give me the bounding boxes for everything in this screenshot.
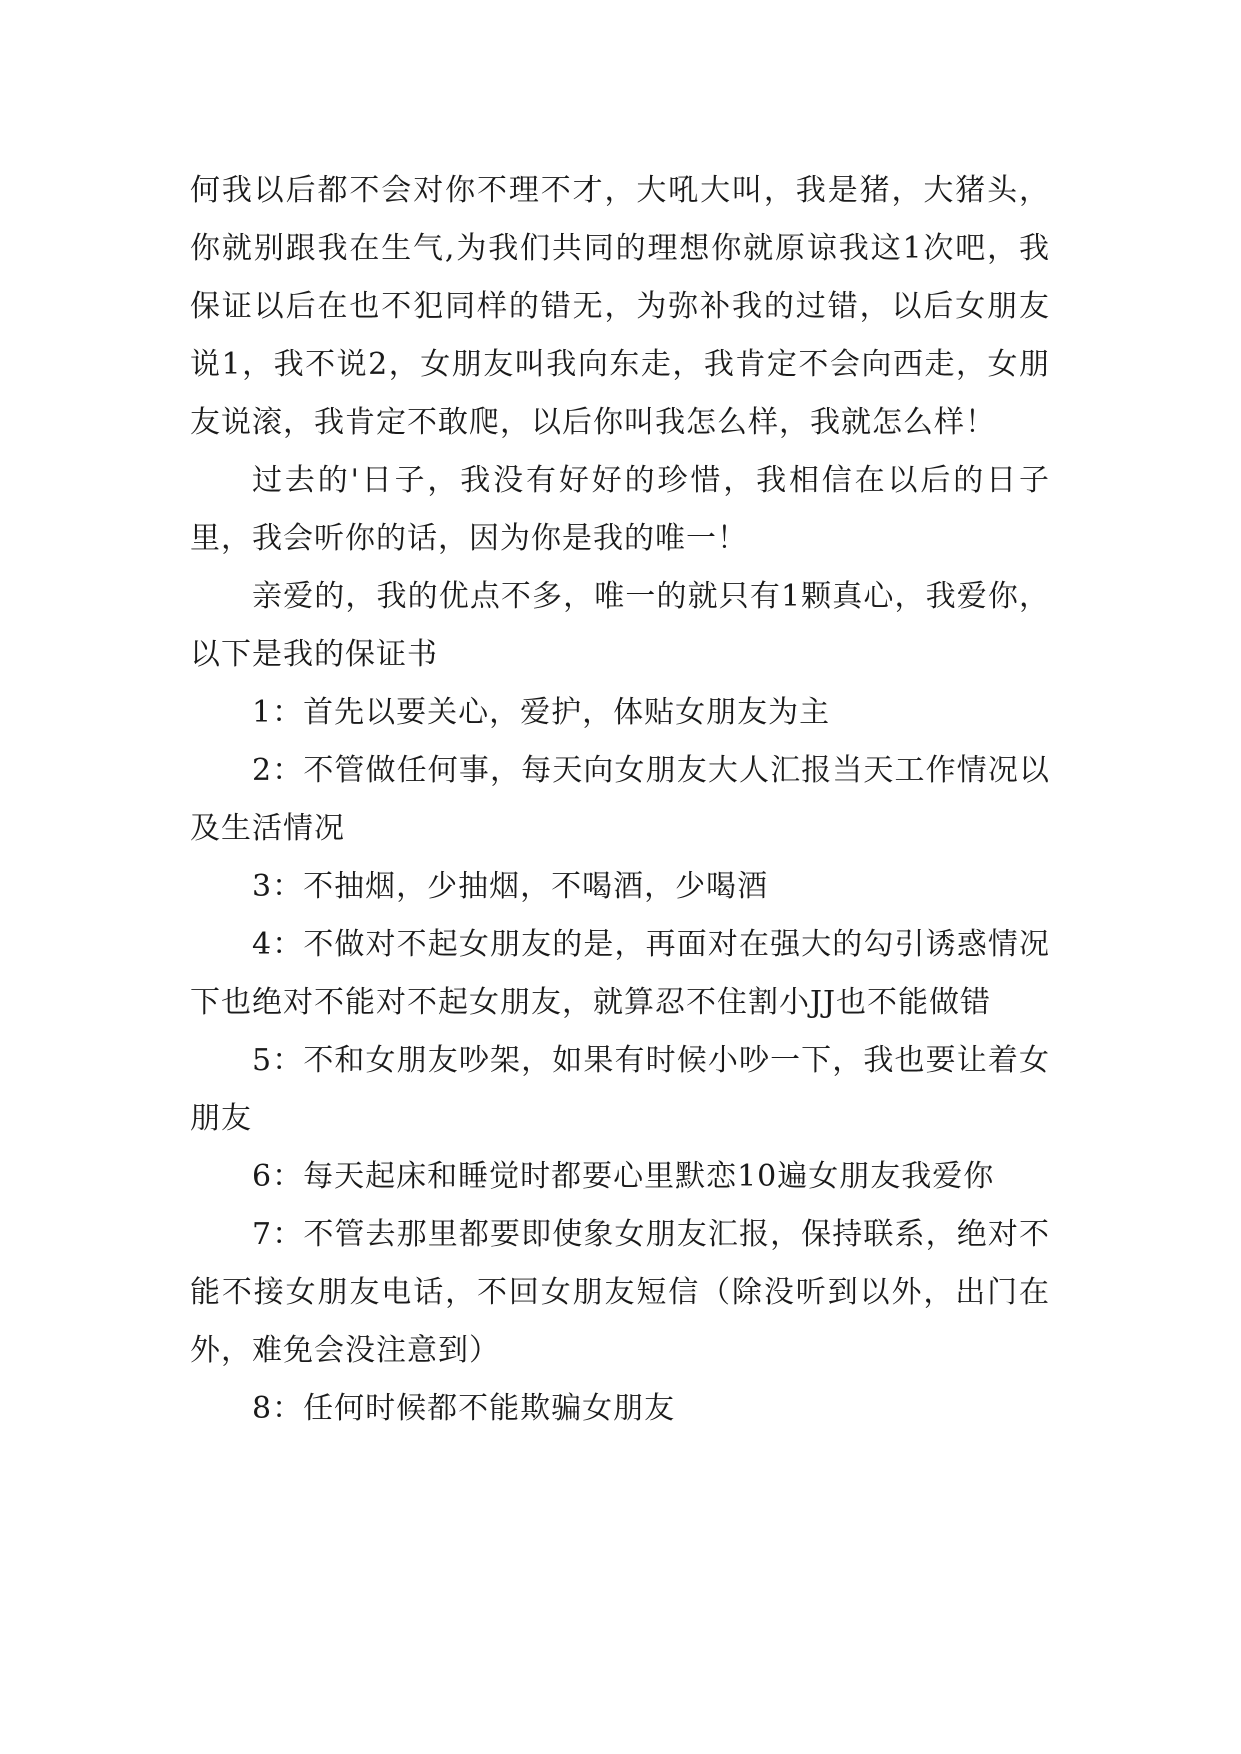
document-body — [190, 162, 1050, 1438]
pledge-item-2: 2：不管做任何事，每天向女朋友大人汇报当天工作情况以及生活情况 — [190, 753, 1050, 846]
paragraph: 过去的'日子，我没有好好的珍惜，我相信在以后的日子里，我会听你的话，因为你是我的唯一！ — [190, 463, 1050, 556]
pledge-item-6: 6：每天起床和睡觉时都要心里默恋10遍女朋友我爱你 — [252, 1159, 995, 1194]
pledge-item-4: 4：不做对不起女朋友的是，再面对在强大的勾引诱惑情况下也绝对不能对不起女朋友，就算忍不住割小JJ也不能做错 — [190, 927, 1050, 1020]
paragraph: 亲爱的，我的优点不多，唯一的就只有1颗真心，我爱你，以下是我的保证书 — [190, 579, 1050, 672]
pledge-item-8: 8：任何时候都不能欺骗女朋友 — [252, 1391, 676, 1426]
pledge-item-7: 7：不管去那里都要即使象女朋友汇报，保持联系，绝对不能不接女朋友电话，不回女朋友短信（除没听到以外，出门在外，难免会没注意到） — [190, 1217, 1050, 1368]
pledge-item-3: 3：不抽烟，少抽烟，不喝酒，少喝酒 — [252, 869, 769, 904]
pledge-item-1: 1：首先以要关心，爱护，体贴女朋友为主 — [252, 695, 831, 730]
paragraph-continued: 何我以后都不会对你不理不才，大吼大叫，我是猪，大猪头，你就别跟我在生气,为我们共同的理想你就原谅我这1次吧，我保证以后在也不犯同样的错无，为弥补我的过错，以后女朋友说1，我不说2，女朋友叫我向东走，我肯定不会向西走，女朋友说滚，我肯定不敢爬，以后你叫我怎么样，我就怎么样！ — [190, 173, 1050, 440]
pledge-item-5: 5：不和女朋友吵架，如果有时候小吵一下，我也要让着女朋友 — [190, 1043, 1050, 1136]
